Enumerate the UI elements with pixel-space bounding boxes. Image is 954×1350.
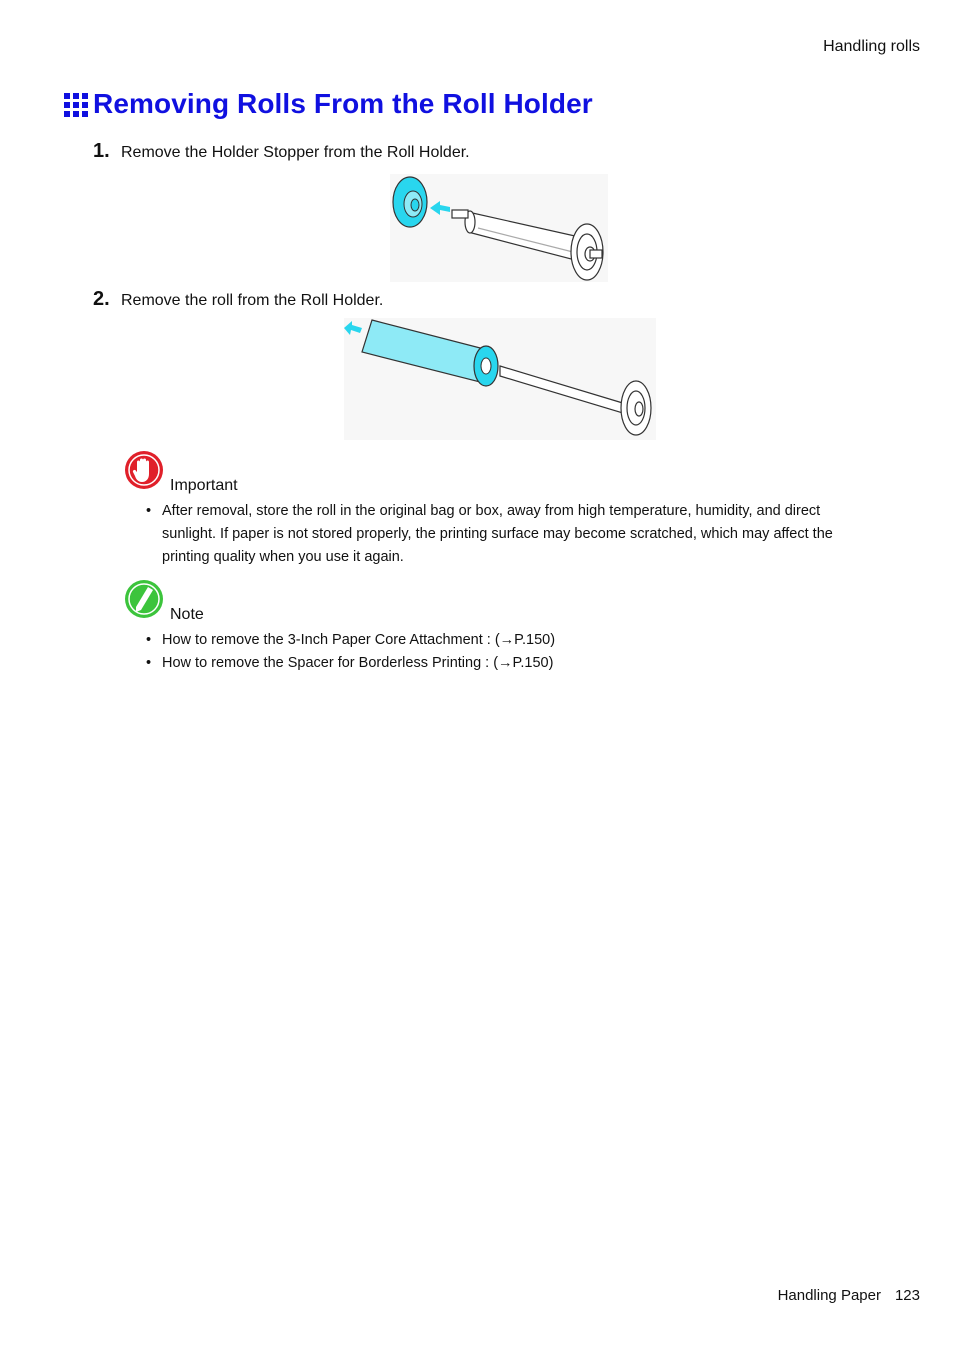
step-text: Remove the roll from the Roll Holder. xyxy=(121,292,384,309)
list-item xyxy=(146,652,866,675)
note-link-paper-core[interactable]: How to remove the 3-Inch Paper Core Attachment : (→P.150) xyxy=(162,632,556,648)
step-text: Remove the Holder Stopper from the Roll Holder. xyxy=(121,144,470,161)
running-header: Handling rolls xyxy=(823,38,920,55)
section-heading xyxy=(64,88,593,120)
page-number: 123 xyxy=(894,1287,920,1304)
important-list xyxy=(146,500,866,569)
list-item xyxy=(146,629,866,652)
roll-removal-illustration xyxy=(344,318,656,440)
step-number: 2. xyxy=(93,288,110,310)
step-1 xyxy=(93,140,470,163)
holder-stopper-illustration xyxy=(390,174,608,282)
important-notice xyxy=(124,450,164,495)
list-item: • After removal, store the roll in the original bag or box, away from high temperature, humidity, and direct sunlight. If paper is not stored properly, the printing surface may become scratched, which may affect the printing quality when you use it again. xyxy=(146,500,866,569)
stop-hand-icon xyxy=(124,450,164,490)
paper-roll xyxy=(362,320,498,386)
arrow-left-icon xyxy=(344,321,362,335)
holder-stopper xyxy=(393,177,427,227)
pencil-icon xyxy=(124,579,164,619)
arrow-left-icon xyxy=(430,201,450,215)
grid-icon xyxy=(64,93,88,117)
important-label: Important xyxy=(170,477,238,494)
note-label: Note xyxy=(170,606,204,623)
page-title: Removing Rolls From the Roll Holder xyxy=(93,88,593,119)
step-number: 1. xyxy=(93,140,110,162)
note-link-spacer[interactable]: How to remove the Spacer for Borderless Printing : (→P.150) xyxy=(162,655,554,671)
step-2 xyxy=(93,288,383,311)
note-list xyxy=(146,629,866,675)
page-footer xyxy=(778,1287,920,1304)
note-notice xyxy=(124,579,164,624)
footer-section: Handling Paper xyxy=(777,1287,881,1304)
